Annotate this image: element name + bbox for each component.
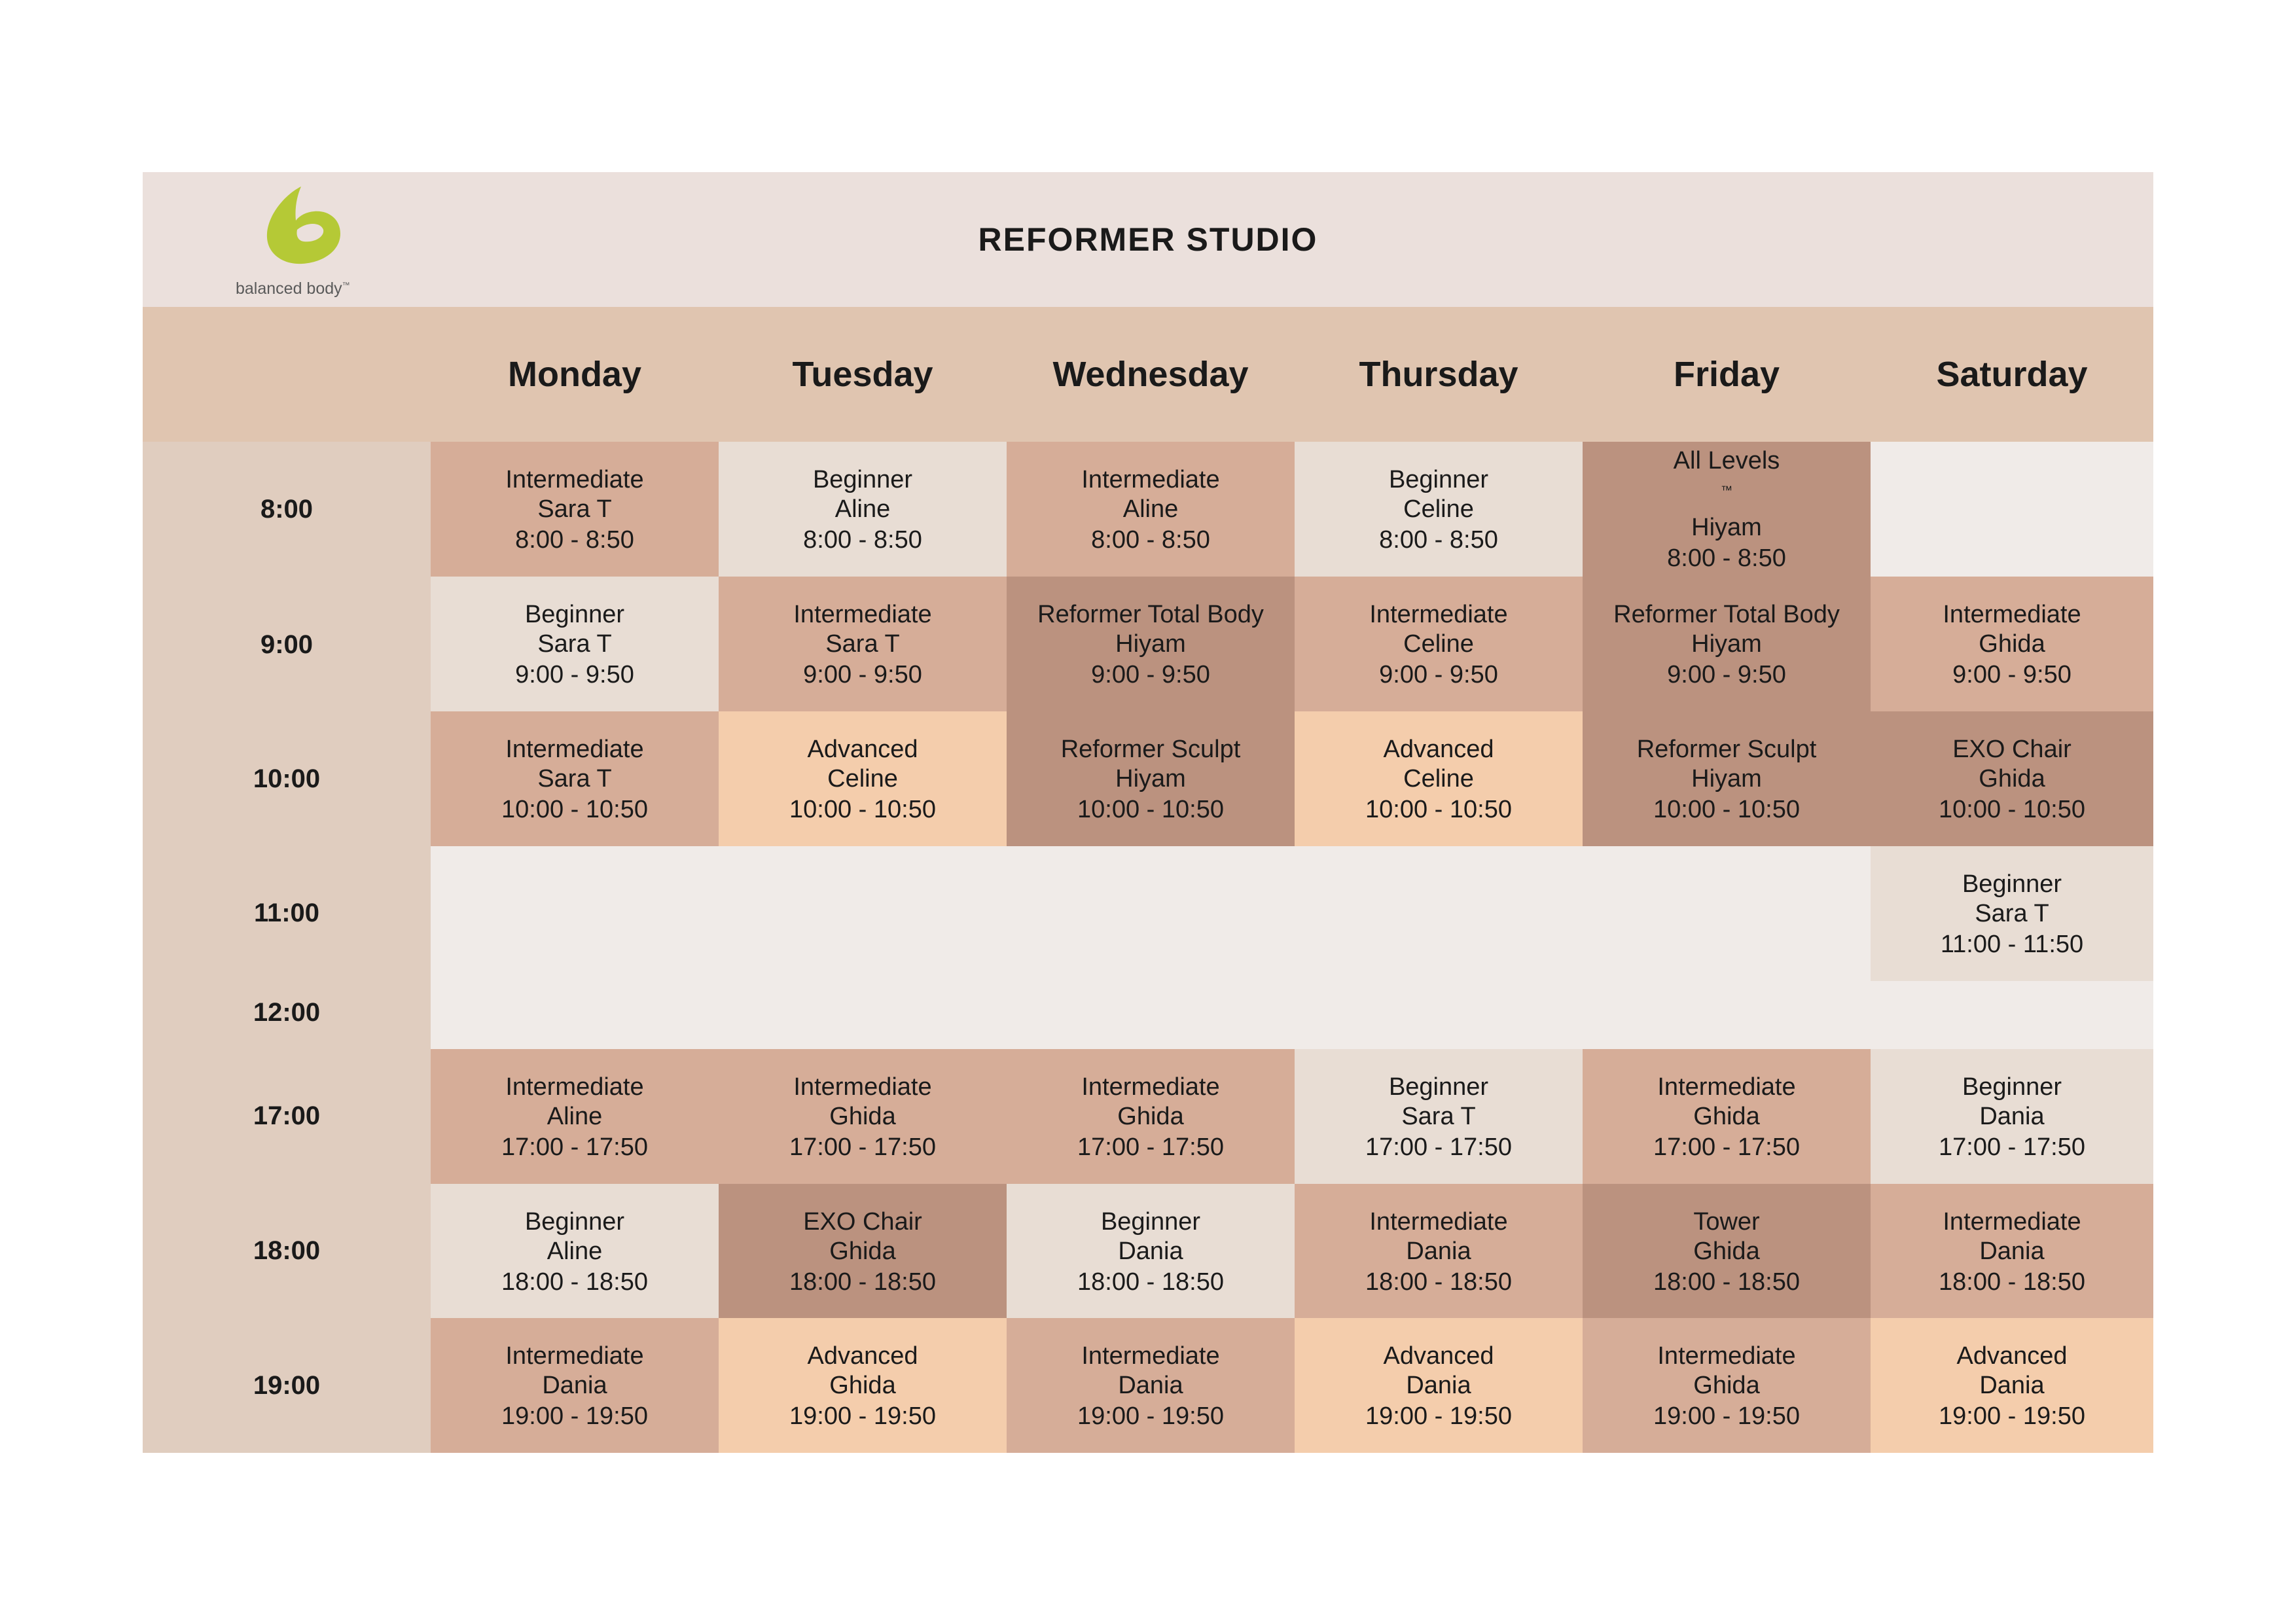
time-column — [143, 442, 431, 1453]
class-slot: Beginner Dania 18:00 - 18:50 — [1007, 1184, 1295, 1319]
class-slot: Reformer Sculpt Hiyam 10:00 - 10:50 — [1583, 711, 1871, 846]
class-slot: Intermediate Ghida 19:00 - 19:50 — [1583, 1318, 1871, 1453]
class-slot: Tower Ghida 18:00 - 18:50 — [1583, 1184, 1871, 1319]
empty-slot — [1871, 442, 2153, 577]
class-slot: Intermediate Ghida 9:00 - 9:50 — [1871, 577, 2153, 711]
class-slot: Intermediate Dania 19:00 - 19:50 — [431, 1318, 719, 1453]
day-header-monday: Monday — [431, 307, 719, 442]
logo-wordmark: balanced body™ — [236, 279, 350, 298]
time-label: 19:00 — [253, 1371, 321, 1400]
class-slot: EXO Chair Ghida 18:00 - 18:50 — [719, 1184, 1007, 1319]
class-slot: Intermediate Dania 18:00 - 18:50 — [1871, 1184, 2153, 1319]
class-slot: Reformer Sculpt Hiyam 10:00 - 10:50 — [1007, 711, 1295, 846]
class-slot: Intermediate Ghida 17:00 - 17:50 — [719, 1049, 1007, 1184]
class-slot: Intermediate Sara T 8:00 - 8:50 — [431, 442, 719, 577]
class-slot: Reformer Total Body Hiyam 9:00 - 9:50 — [1007, 577, 1295, 711]
class-slot: Intermediate Sara T 9:00 - 9:50 — [719, 577, 1007, 711]
time-label: 18:00 — [253, 1236, 321, 1265]
class-slot: Beginner Sara T 17:00 - 17:50 — [1295, 1049, 1583, 1184]
time-label: 12:00 — [253, 998, 321, 1027]
class-slot: Intermediate Celine 9:00 - 9:50 — [1295, 577, 1583, 711]
class-slot: Intermediate Dania 18:00 - 18:50 — [1295, 1184, 1583, 1319]
time-label: 11:00 — [253, 899, 320, 927]
class-slot: Beginner Sara T 9:00 - 9:50 — [431, 577, 719, 711]
class-slot: Beginner Aline 8:00 - 8:50 — [719, 442, 1007, 577]
class-slot: Beginner Aline 18:00 - 18:50 — [431, 1184, 719, 1319]
class-slot: Advanced Ghida 19:00 - 19:50 — [719, 1318, 1007, 1453]
day-header-wednesday: Wednesday — [1007, 307, 1295, 442]
class-slot: Intermediate Ghida 17:00 - 17:50 — [1007, 1049, 1295, 1184]
class-slot: Beginner Celine 8:00 - 8:50 — [1295, 442, 1583, 577]
class-slot: EXO Chair Ghida 10:00 - 10:50 — [1871, 711, 2153, 846]
class-slot: Beginner Sara T 11:00 - 11:50 — [1871, 846, 2153, 981]
class-slot: Intermediate Dania 19:00 - 19:50 — [1007, 1318, 1295, 1453]
day-header-tuesday: Tuesday — [719, 307, 1007, 442]
class-slot: Intermediate Aline 8:00 - 8:50 — [1007, 442, 1295, 577]
time-label: 17:00 — [253, 1101, 321, 1130]
class-slot: Advanced Dania 19:00 - 19:50 — [1295, 1318, 1583, 1453]
class-slot: All Levels ™ Hiyam 8:00 - 8:50 — [1583, 442, 1871, 577]
time-label: 10:00 — [253, 764, 321, 793]
header-corner — [143, 307, 431, 442]
day-header-saturday: Saturday — [1871, 307, 2153, 442]
class-slot: Advanced Celine 10:00 - 10:50 — [719, 711, 1007, 846]
class-slot: Intermediate Sara T 10:00 - 10:50 — [431, 711, 719, 846]
class-slot: Advanced Dania 19:00 - 19:50 — [1871, 1318, 2153, 1453]
class-slot: Advanced Celine 10:00 - 10:50 — [1295, 711, 1583, 846]
day-header-friday: Friday — [1583, 307, 1871, 442]
page-title: REFORMER STUDIO — [978, 221, 1318, 258]
time-label: 8:00 — [260, 495, 314, 524]
class-slot: Reformer Total Body Hiyam 9:00 - 9:50 — [1583, 577, 1871, 711]
class-slot: Intermediate Aline 17:00 - 17:50 — [431, 1049, 719, 1184]
class-slot: Beginner Dania 17:00 - 17:50 — [1871, 1049, 2153, 1184]
schedule-sheet — [143, 172, 2153, 1453]
day-header-thursday: Thursday — [1295, 307, 1583, 442]
time-label: 9:00 — [260, 630, 314, 659]
class-slot: Intermediate Ghida 17:00 - 17:50 — [1583, 1049, 1871, 1184]
